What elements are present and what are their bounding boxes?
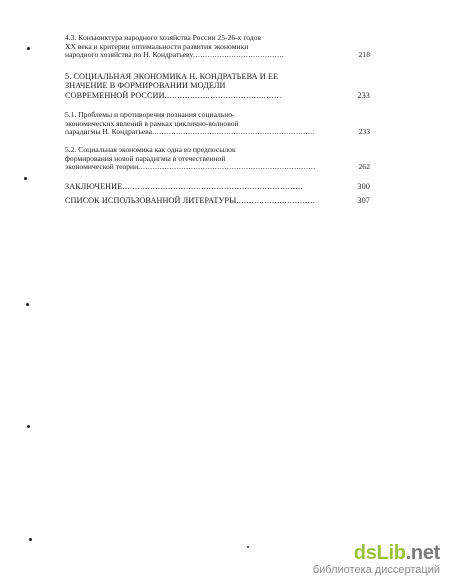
dslib-logo: dsLib.net: [353, 542, 440, 564]
toc-line: формирования новой парадигмы в отечественной: [65, 153, 226, 163]
toc-last-line: ЗАКЛЮЧЕНИЕ: [65, 182, 123, 191]
toc-dot-leader: ..............................................: [164, 90, 282, 100]
toc-page-number: 300: [357, 182, 370, 191]
toc-line: 4.3. Конъюнктура народного хозяйства России 25-26-х годов: [65, 33, 262, 42]
toc-entry-conclusion: [65, 182, 370, 191]
toc-last-line: СПИСОК ИСПОЛЬЗОВАННОЙ ЛИТЕРАТУРЫ: [65, 196, 237, 205]
toc-line: XX века и критерии оптимальности развития экономики: [65, 41, 249, 51]
toc-entry-5-1: [65, 111, 370, 137]
scan-speck: [24, 177, 27, 180]
toc-page-number: 262: [358, 162, 370, 172]
toc-last-line: парадигмы Н. Кондратьева: [65, 127, 153, 137]
toc-leader-line: [65, 128, 370, 137]
toc-leader-line: [65, 163, 370, 172]
toc-dot-leader: ....................................................................: [152, 127, 316, 137]
toc-last-line: народного хозяйства по Н. Кондратьеву: [65, 50, 194, 60]
watermark-subtitle: библиотека диссертаций: [312, 564, 440, 576]
toc-last-line: экономической теории: [65, 162, 139, 172]
toc-dot-leader: ..........................................................................: [138, 162, 316, 172]
toc-leader-line: [65, 182, 370, 191]
toc-page-number: 233: [358, 127, 370, 137]
toc-dot-leader: .......................................................................: [122, 182, 304, 191]
toc-entry-5-2: [65, 146, 370, 172]
toc-entry-4-3: [65, 34, 370, 60]
toc-leader-line: [65, 196, 370, 205]
toc-line: ЗНАЧЕНИЕ В ФОРМИРОВАНИИ МОДЕЛИ: [65, 81, 226, 91]
toc-entry-references: [65, 196, 370, 205]
toc-leader-line: [65, 91, 370, 100]
toc-entry-5: [65, 72, 370, 100]
scan-speck: [27, 47, 30, 50]
site-watermark[interactable]: [313, 543, 440, 576]
toc-dot-leader: ...............................: [236, 196, 316, 205]
toc-page-number: 307: [357, 196, 370, 205]
toc-line: 5.1. Проблемы и противоречия познания социально-: [65, 110, 235, 119]
scan-speck: [29, 538, 32, 541]
toc-last-line: СОВРЕМЕННОЙ РОССИИ: [65, 90, 165, 100]
toc-dot-leader: ......................................: [193, 50, 285, 60]
toc-page-number: 218: [358, 50, 370, 60]
scan-speck: [27, 425, 30, 428]
toc-line: 5. СОЦИАЛЬНАЯ ЭКОНОМИКА Н. КОНДРАТЬЕВА И ЕЕ: [65, 72, 279, 81]
scan-speck: [247, 546, 249, 548]
toc-page-number: 233: [357, 90, 370, 100]
toc-line: 5.2. Социальная экономика как одна из предпосылок: [65, 145, 236, 154]
scan-speck: [26, 303, 29, 306]
toc-line: экономических явлений в рамках циклично-волновой: [65, 118, 239, 128]
toc-leader-line: [65, 51, 370, 60]
